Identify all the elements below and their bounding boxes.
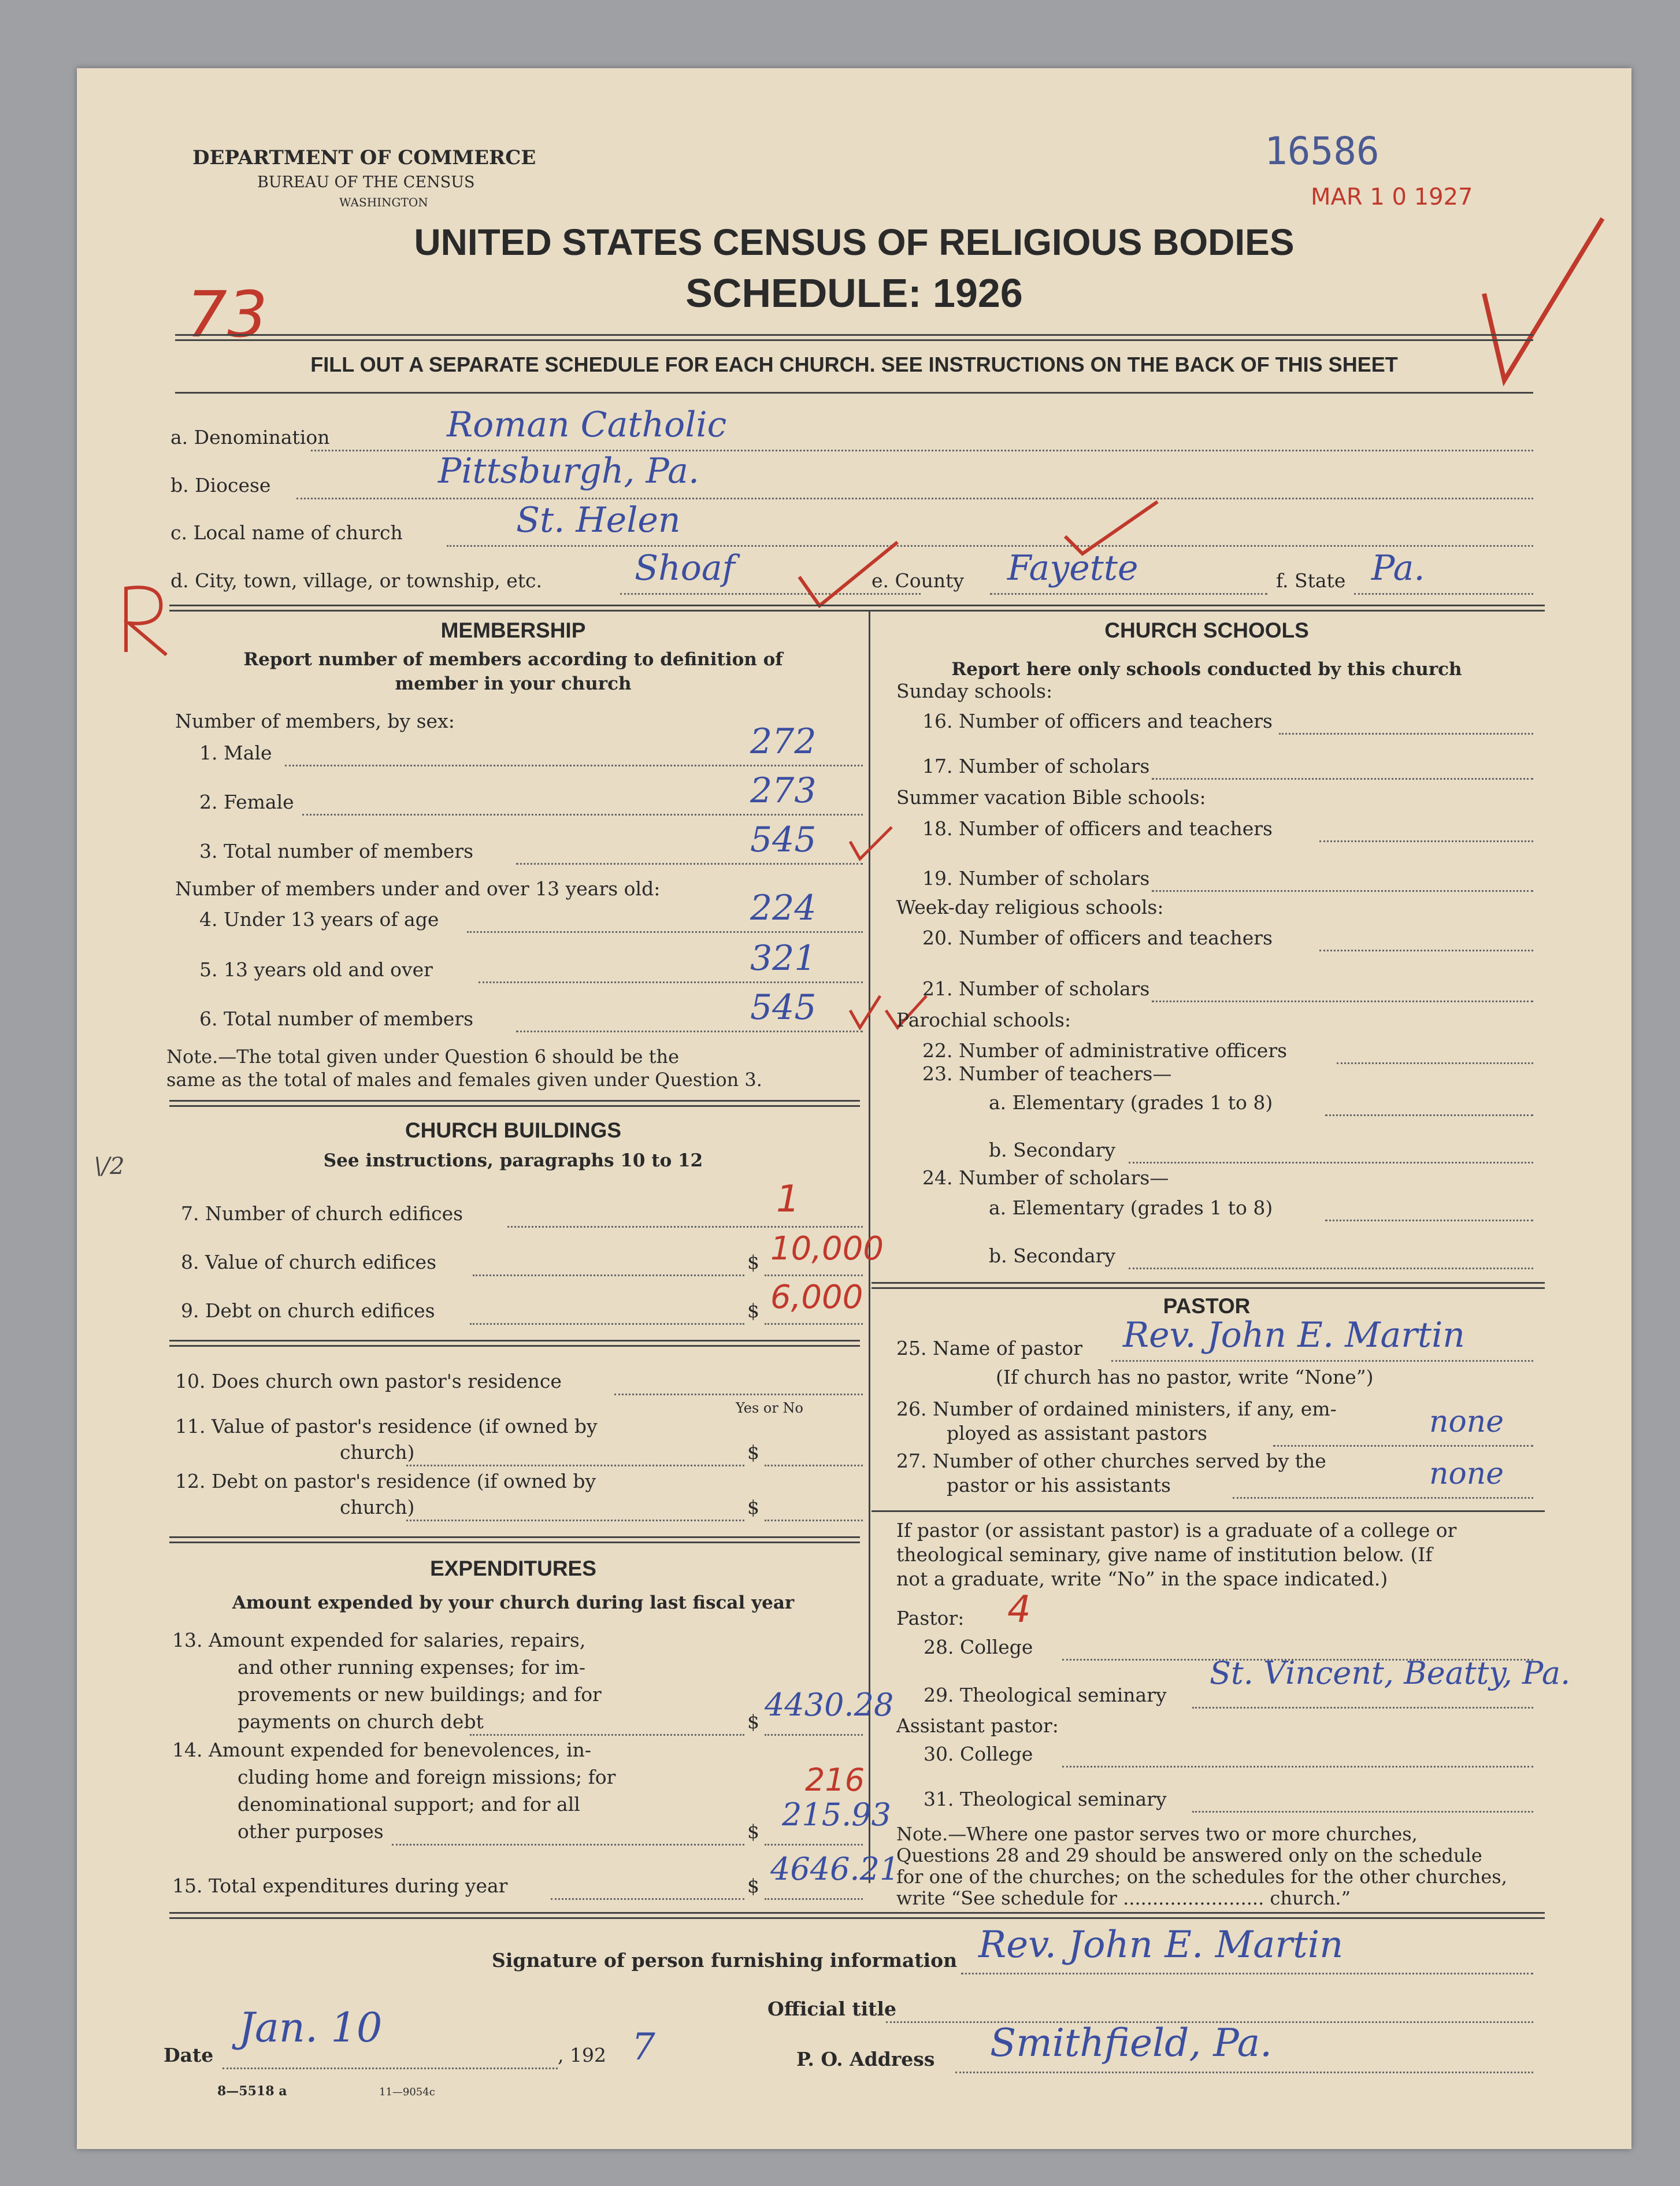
graduate-note-2: theological seminary, give name of institution below. (If [896,1543,1433,1566]
sunday-label: Sunday schools: [896,680,1053,702]
local-name-value: St. Helen [516,500,681,540]
state-value: Pa. [1371,548,1425,588]
by-age-label: Number of members under and over 13 years old: [175,877,661,900]
dept-heading: DEPARTMENT OF COMMERCE [192,146,536,169]
local-name-label: c. Local name of church [170,521,403,544]
diocese-value: Pittsburgh, Pa. [438,451,700,491]
date-label: Date [164,2044,214,2066]
line [1152,778,1533,780]
q3-label: 3. Total number of members [199,840,474,862]
q14-value: 215.93 [782,1796,891,1833]
q7-label: 7. Number of church edifices [181,1202,463,1225]
q1-value: 272 [750,721,817,762]
line [1325,1114,1533,1116]
line [1152,890,1533,892]
line [1273,1445,1533,1447]
margin-mark: \/2 [94,1153,125,1180]
schools-subheading: Report here only schools conducted by this church [951,659,1462,680]
q29-value: St. Vincent, Beatty, Pa. [1210,1655,1571,1691]
pastor-red-mark: 4 [1007,1588,1031,1631]
line [467,931,863,933]
summer-label: Summer vacation Bible schools: [896,786,1206,809]
line [406,1465,744,1466]
year-digit: 7 [632,2026,655,2069]
line [614,1394,863,1395]
line [507,1226,863,1228]
line [392,1844,744,1846]
line [765,1734,863,1736]
q6-label: 6. Total number of members [199,1007,474,1030]
margin-number: 73 [187,277,268,351]
q4-value: 224 [750,888,817,928]
q14-label-4: other purposes [238,1820,384,1843]
line [1192,1707,1533,1709]
line [551,1898,744,1900]
q27-label-2: pastor or his assistants [947,1474,1171,1496]
q27-value: none [1429,1457,1504,1491]
q2-label: 2. Female [199,791,294,813]
q3-value: 545 [750,820,817,860]
rule [169,1340,860,1347]
received-stamp: MAR 1 0 1927 [1311,184,1473,210]
q8-value: 10,000 [770,1230,884,1268]
q9-value: 6,000 [770,1279,863,1316]
form-number: 8—5518 a [217,2084,287,2099]
q25-note: (If church has no pastor, write “None”) [996,1366,1374,1388]
q6-value: 545 [750,987,817,1028]
q13-label-3: provements or new buildings; and for [238,1683,602,1706]
q12-label-2: church) [340,1496,415,1518]
q13-label-1: 13. Amount expended for salaries, repairs, [172,1629,586,1651]
dollar-sign: $ [747,1710,759,1733]
line [1111,1360,1533,1362]
expenditures-subheading: Amount expended by your church during last fiscal year [232,1592,795,1613]
line [1337,1062,1533,1064]
q23b-label: b. Secondary [989,1139,1116,1161]
line [1129,1162,1533,1164]
signature-value: Rev. John E. Martin [978,1924,1344,1966]
serial-number: 16586 [1264,129,1379,173]
city-value: Shoaf [635,548,735,588]
q11-label-2: church) [340,1441,415,1463]
buildings-heading: CHURCH BUILDINGS [405,1118,622,1142]
q4-label: 4. Under 13 years of age [199,908,439,931]
line [1192,1811,1533,1813]
dollar-sign: $ [747,1299,759,1322]
q18-label: 18. Number of officers and teachers [922,817,1273,840]
county-label: e. County [871,569,965,592]
dollar-sign: $ [747,1251,759,1273]
q2-value: 273 [750,770,817,811]
line [447,545,1533,547]
line [1319,950,1533,951]
pastor-heading: PASTOR [1163,1294,1251,1318]
schedule-title: SCHEDULE: 1926 [685,271,1023,316]
q7-value: 1 [776,1178,800,1221]
graduate-note-3: not a graduate, write “No” in the space indicated.) [896,1568,1388,1590]
schools-heading: CHURCH SCHOOLS [1104,618,1309,642]
q27-label-1: 27. Number of other churches served by the [896,1450,1326,1472]
line [470,1734,744,1736]
yes-no-hint: Yes or No [736,1400,803,1416]
assistant-sub-label: Assistant pastor: [896,1714,1059,1737]
dollar-sign: $ [747,1874,759,1897]
po-address-label: P. O. Address [796,2048,935,2070]
line [1152,1001,1533,1002]
form-title: UNITED STATES CENSUS OF RELIGIOUS BODIES [414,221,1295,263]
rule [169,1912,1545,1919]
q10-label: 10. Does church own pastor's residence [175,1370,562,1392]
line [516,1031,863,1032]
membership-intro-2: member in your church [395,673,632,694]
denomination-value: Roman Catholic [447,405,727,445]
q14-label-1: 14. Amount expended for benevolences, in- [172,1739,592,1761]
line [285,765,863,766]
line [765,1465,863,1466]
q5-value: 321 [750,938,817,979]
line [765,1520,863,1521]
q22-label: 22. Number of administrative officers [922,1039,1288,1062]
checkmark-icon [1054,496,1169,565]
official-title-label: Official title [767,1998,896,2020]
signature-label: Signature of person furnishing information [492,1949,958,1972]
q11-label-1: 11. Value of pastor's residence (if owned by [175,1415,598,1437]
q20-label: 20. Number of officers and teachers [922,927,1273,949]
q13-value: 4430.28 [765,1687,894,1723]
date-value: Jan. 10 [239,2004,383,2051]
pastor-sub-label: Pastor: [896,1607,965,1629]
q26-label-1: 26. Number of ordained ministers, if any, em- [896,1398,1337,1420]
bureau-heading: BUREAU OF THE CENSUS [257,173,475,191]
line [1129,1268,1533,1269]
q15-label: 15. Total expenditures during year [172,1874,508,1897]
q24b-label: b. Secondary [989,1244,1116,1267]
q26-label-2: ployed as assistant pastors [947,1422,1207,1444]
line [765,1323,863,1325]
rule [175,334,1533,341]
line [222,2068,558,2069]
line [765,1898,863,1900]
fill-out-instruction: FILL OUT A SEPARATE SCHEDULE FOR EACH CHURCH. SEE INSTRUCTIONS ON THE BACK OF THIS SHEET [310,353,1398,376]
membership-note-2: same as the total of males and females given under Question 3. [166,1069,762,1091]
county-value: Fayette [1007,548,1138,588]
q19-label: 19. Number of scholars [922,867,1150,890]
print-number: 11—9054c [379,2086,435,2098]
q28-label: 28. College [924,1636,1033,1658]
q1-label: 1. Male [199,742,272,764]
denomination-label: a. Denomination [170,426,330,449]
buildings-subheading: See instructions, paragraphs 10 to 12 [323,1150,703,1171]
q24-label: 24. Number of scholars— [922,1166,1169,1189]
expenditures-heading: EXPENDITURES [430,1557,596,1580]
rule [871,1510,1545,1512]
po-address-value: Smithfield, Pa. [990,2021,1273,2065]
pastor-note-1: Note.—Where one pastor serves two or more churches, [896,1823,1418,1845]
by-sex-label: Number of members, by sex: [175,710,455,732]
q5-label: 5. 13 years old and over [199,958,433,981]
q31-label: 31. Theological seminary [924,1788,1167,1810]
rule [871,1282,1545,1289]
q21-label: 21. Number of scholars [922,977,1150,1000]
line [765,1844,863,1846]
q30-label: 30. College [924,1743,1033,1765]
q17-label: 17. Number of scholars [922,755,1150,777]
line [1233,1497,1533,1499]
line [296,498,1533,499]
dollar-sign: $ [747,1820,759,1843]
line [470,1323,744,1325]
q25-value: Rev. John E. Martin [1123,1315,1465,1355]
line [516,863,863,865]
q15-value: 4646.21 [770,1851,900,1887]
line [1354,593,1533,595]
q23-label: 23. Number of teachers— [922,1062,1172,1085]
membership-note-1: Note.—The total given under Question 6 should be the [166,1046,680,1068]
membership-intro-1: Report number of members according to definition of [243,649,783,670]
q29-label: 29. Theological seminary [924,1684,1167,1706]
line [479,981,863,983]
census-schedule-sheet [77,68,1631,2149]
line [955,2072,1533,2073]
city-heading: WASHINGTON [339,195,428,209]
pastor-note-3: for one of the churches; on the schedules for the other churches, [896,1866,1507,1888]
line [406,1520,744,1521]
weekday-label: Week-day religious schools: [896,896,1164,918]
rule [169,1100,860,1107]
dollar-sign: $ [747,1441,759,1463]
q26-value: none [1429,1405,1504,1439]
q13-label-4: payments on church debt [238,1710,484,1733]
q16-label: 16. Number of officers and teachers [922,710,1273,732]
parochial-label: Parochial schools: [896,1009,1071,1031]
state-label: f. State [1276,569,1346,592]
pastor-note-2: Questions 28 and 29 should be answered only on the schedule [896,1844,1482,1866]
rule [169,605,1545,612]
dollar-sign: $ [747,1496,759,1518]
line [1319,840,1533,842]
q12-label-1: 12. Debt on pastor's residence (if owned by [175,1470,596,1492]
q14-red-value: 216 [805,1762,865,1798]
line [990,593,1267,595]
q9-label: 9. Debt on church edifices [181,1299,435,1322]
q8-label: 8. Value of church edifices [181,1251,437,1273]
line [1279,733,1533,735]
membership-heading: MEMBERSHIP [440,618,586,642]
line [1062,1766,1533,1768]
checkmark-icon [845,824,898,865]
q25-label: 25. Name of pastor [896,1337,1083,1359]
rule [175,392,1533,394]
rule [169,1536,860,1543]
pastor-note-4: write “See schedule for ........................ church.” [896,1887,1351,1909]
line [1325,1220,1533,1221]
q23a-label: a. Elementary (grades 1 to 8) [989,1091,1273,1114]
city-label: d. City, town, village, or township, etc. [170,569,543,592]
q14-label-3: denominational support; and for all [238,1793,580,1816]
q14-label-2: cluding home and foreign missions; for [238,1766,616,1788]
year-prefix: , 192 [558,2044,606,2066]
q13-label-2: and other running expenses; for im- [238,1656,586,1679]
diocese-label: b. Diocese [170,474,271,497]
line [473,1274,744,1276]
graduate-note-1: If pastor (or assistant pastor) is a graduate of a college or [896,1519,1457,1542]
line [765,1274,863,1276]
line [302,814,863,816]
q24a-label: a. Elementary (grades 1 to 8) [989,1196,1273,1219]
line [961,1973,1533,1974]
